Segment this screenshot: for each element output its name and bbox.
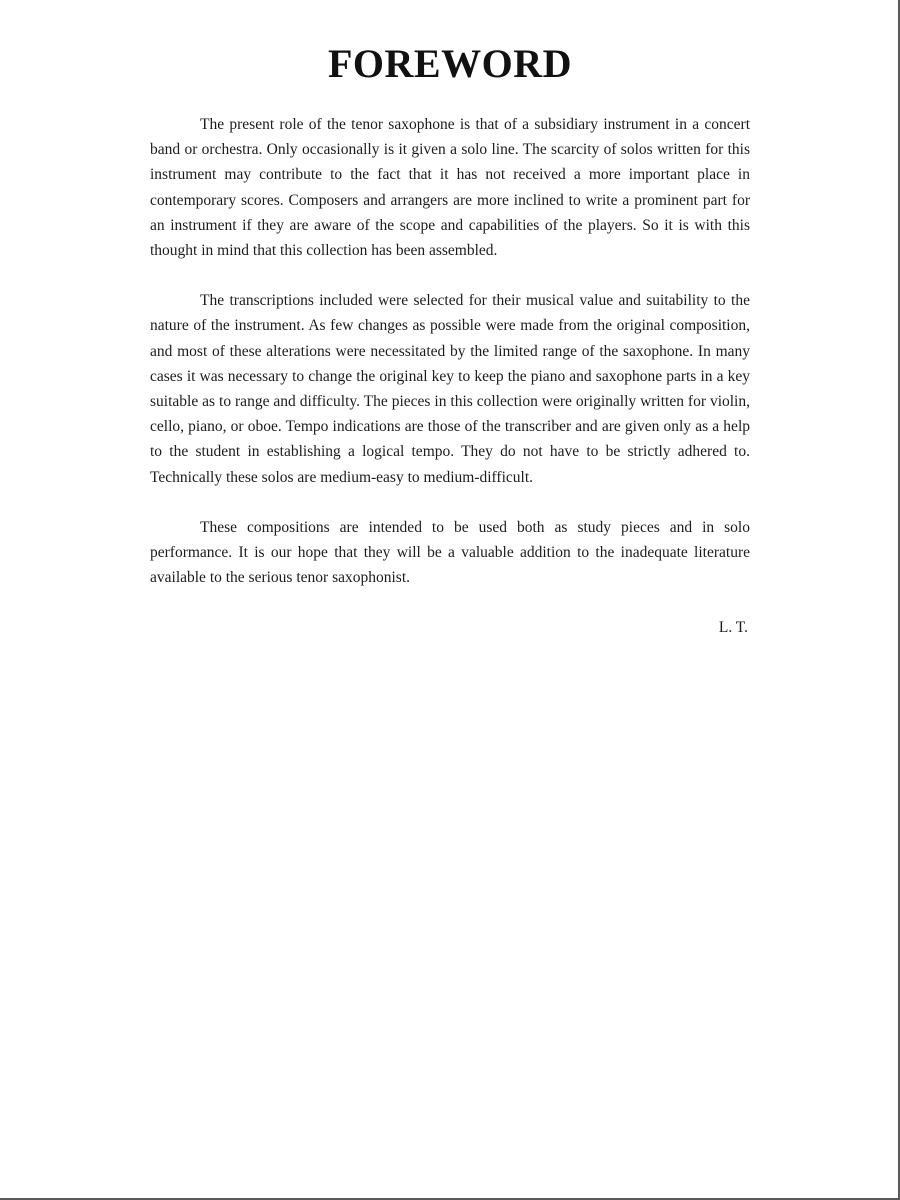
page-title: FOREWORD [328,41,572,86]
author-initials: L. T. [718,619,748,637]
paragraph-2: The transcriptions included were selected for their musical value and suitability to the nature of the instrument. As few changes as possible were made from the original composition, and most of these alterations were necessitated by the limited range of the saxophone. In many cases it was necessary to change the original key to keep the piano and saxophone parts in a key suitable as to range and difficulty. The pieces in this collection were originally written for violin, cello, piano, or oboe. Tempo indications are those of the transcriber and are given only as a help to the student in establishing a logical tempo. They do not have to be strictly adhered to. Technically these solos are medium-easy to medium-difficult. [150,292,750,486]
paragraph-1: The present role of the tenor saxophone is that of a subsidiary instrument in a concert band or orchestra. Only occasionally is it given a solo line. The scarcity of solos written for this instrument may contribute to the fact that it has not received a more important place in contemporary scores. Composers and arrangers are more inclined to write a prominent part for an instrument if they are aware of the scope and capabilities of the players. So it is with this thought in mind that this collection has been assembled. [150,116,750,260]
paragraph-3: These compositions are intended to be used both as study pieces and in solo performance. It is our hope that they will be a valuable addition to the inadequate literature available to the serious tenor saxophonist. [150,518,750,587]
foreword-body [150,112,750,641]
